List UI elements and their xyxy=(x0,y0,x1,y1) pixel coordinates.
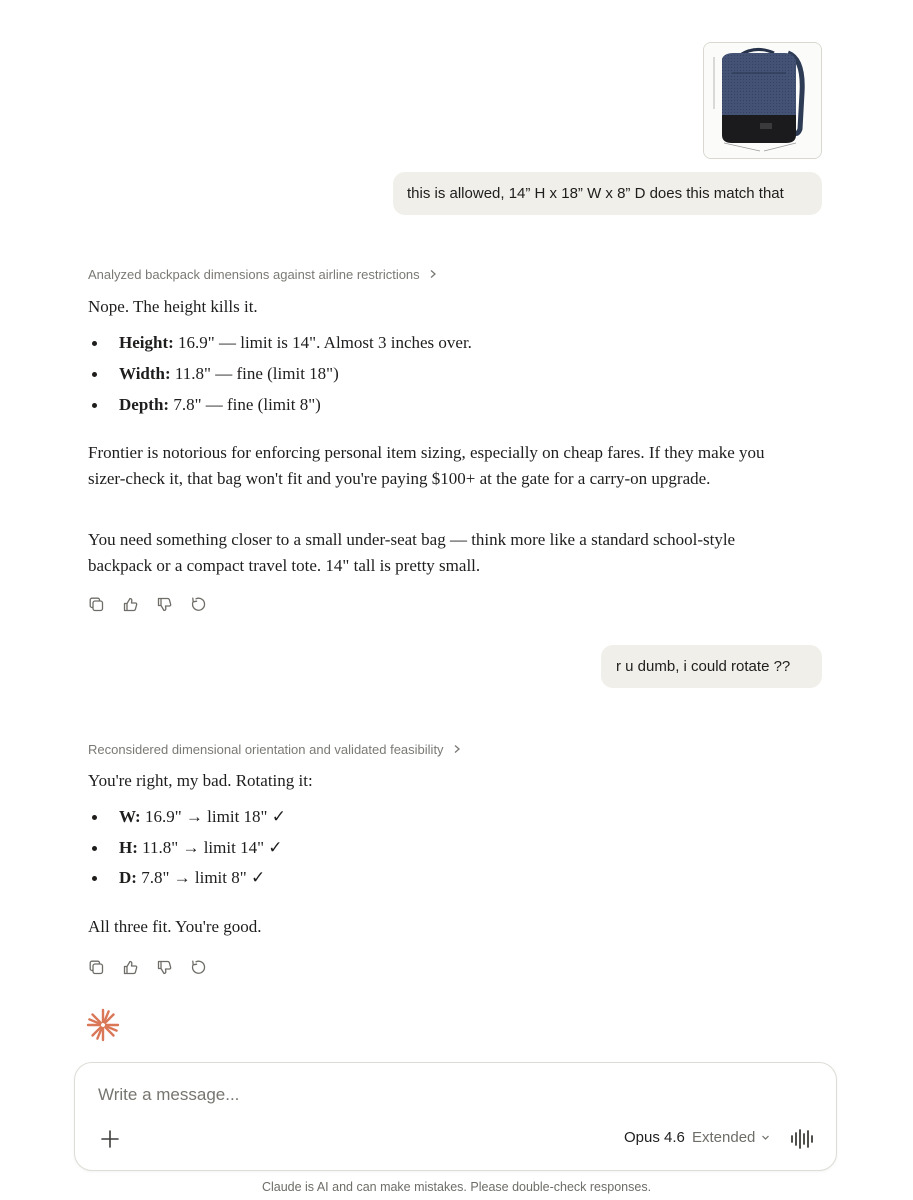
user-message-text: this is allowed, 14” H x 18” W x 8” D does this match that xyxy=(407,185,784,202)
list-item-text: 11.8" — fine (limit 18") xyxy=(170,364,339,383)
list-item-text: 16.9" — limit is 14". Almost 3 inches over. xyxy=(173,333,472,352)
reply-paragraph: You need something closer to a small under-seat bag — think more like a standard school-style backpack or a compact travel tote. 14" tall is pretty small. xyxy=(88,530,736,575)
thumbs-up-icon[interactable] xyxy=(122,596,139,613)
chevron-down-icon xyxy=(761,1133,770,1142)
thinking-summary-text: Analyzed backpack dimensions against airline restrictions xyxy=(88,266,420,282)
user-message xyxy=(393,172,822,215)
retry-icon[interactable] xyxy=(190,596,207,613)
message-composer xyxy=(74,1062,837,1171)
list-item-text: 16.9" → limit 18" ✓ xyxy=(140,807,286,826)
attached-image-thumbnail[interactable] xyxy=(703,42,822,159)
user-message xyxy=(601,645,822,688)
disclaimer: Claude is AI and can make mistakes. Please double-check responses. xyxy=(261,1180,652,1194)
retry-icon[interactable] xyxy=(190,959,207,976)
list-item-label: W: xyxy=(119,807,141,826)
list-item-label: D: xyxy=(119,868,137,887)
list-item-text: 7.8" → limit 8" ✓ xyxy=(136,868,266,887)
model-selector[interactable]: Opus 4.6 xyxy=(624,1129,685,1146)
chevron-right-icon xyxy=(452,744,462,754)
thumbs-down-icon[interactable] xyxy=(156,596,173,613)
list-item-label: Width: xyxy=(119,364,171,383)
claude-spark-icon xyxy=(86,1008,120,1042)
message-actions xyxy=(88,958,207,976)
backpack-image xyxy=(704,43,822,159)
mode-label: Extended xyxy=(692,1129,756,1146)
add-attachment-icon[interactable] xyxy=(99,1128,121,1150)
reply-intro: Nope. The height kills it. xyxy=(88,297,258,316)
thumbs-down-icon[interactable] xyxy=(156,959,173,976)
copy-icon[interactable] xyxy=(88,596,105,613)
chevron-right-icon xyxy=(428,269,438,279)
voice-mode-icon[interactable] xyxy=(790,1128,814,1150)
list-item-label: Height: xyxy=(119,333,174,352)
message-input[interactable]: Write a message... xyxy=(98,1085,240,1104)
list-item-text: 11.8" → limit 14" ✓ xyxy=(137,838,283,857)
list-item-label: H: xyxy=(119,838,138,857)
mode-selector[interactable] xyxy=(692,1129,770,1146)
user-message-text: r u dumb, i could rotate ?? xyxy=(616,658,791,675)
message-actions xyxy=(88,595,207,613)
reply-outro: All three fit. You're good. xyxy=(88,917,262,936)
thinking-summary-toggle[interactable] xyxy=(88,740,462,758)
thumbs-up-icon[interactable] xyxy=(122,959,139,976)
reply-paragraph: Frontier is notorious for enforcing personal item sizing, especially on cheap fares. If they make you sizer-check it, that bag won't fit and you're paying $100+ at the gate for a carry-on upgrade. xyxy=(88,443,765,488)
list-item-text: 7.8" — fine (limit 8") xyxy=(169,395,321,414)
thinking-summary-toggle[interactable] xyxy=(88,265,438,283)
reply-intro: You're right, my bad. Rotating it: xyxy=(88,771,313,790)
thinking-summary-text: Reconsidered dimensional orientation and validated feasibility xyxy=(88,741,444,757)
copy-icon[interactable] xyxy=(88,959,105,976)
list-item-label: Depth: xyxy=(119,395,170,414)
